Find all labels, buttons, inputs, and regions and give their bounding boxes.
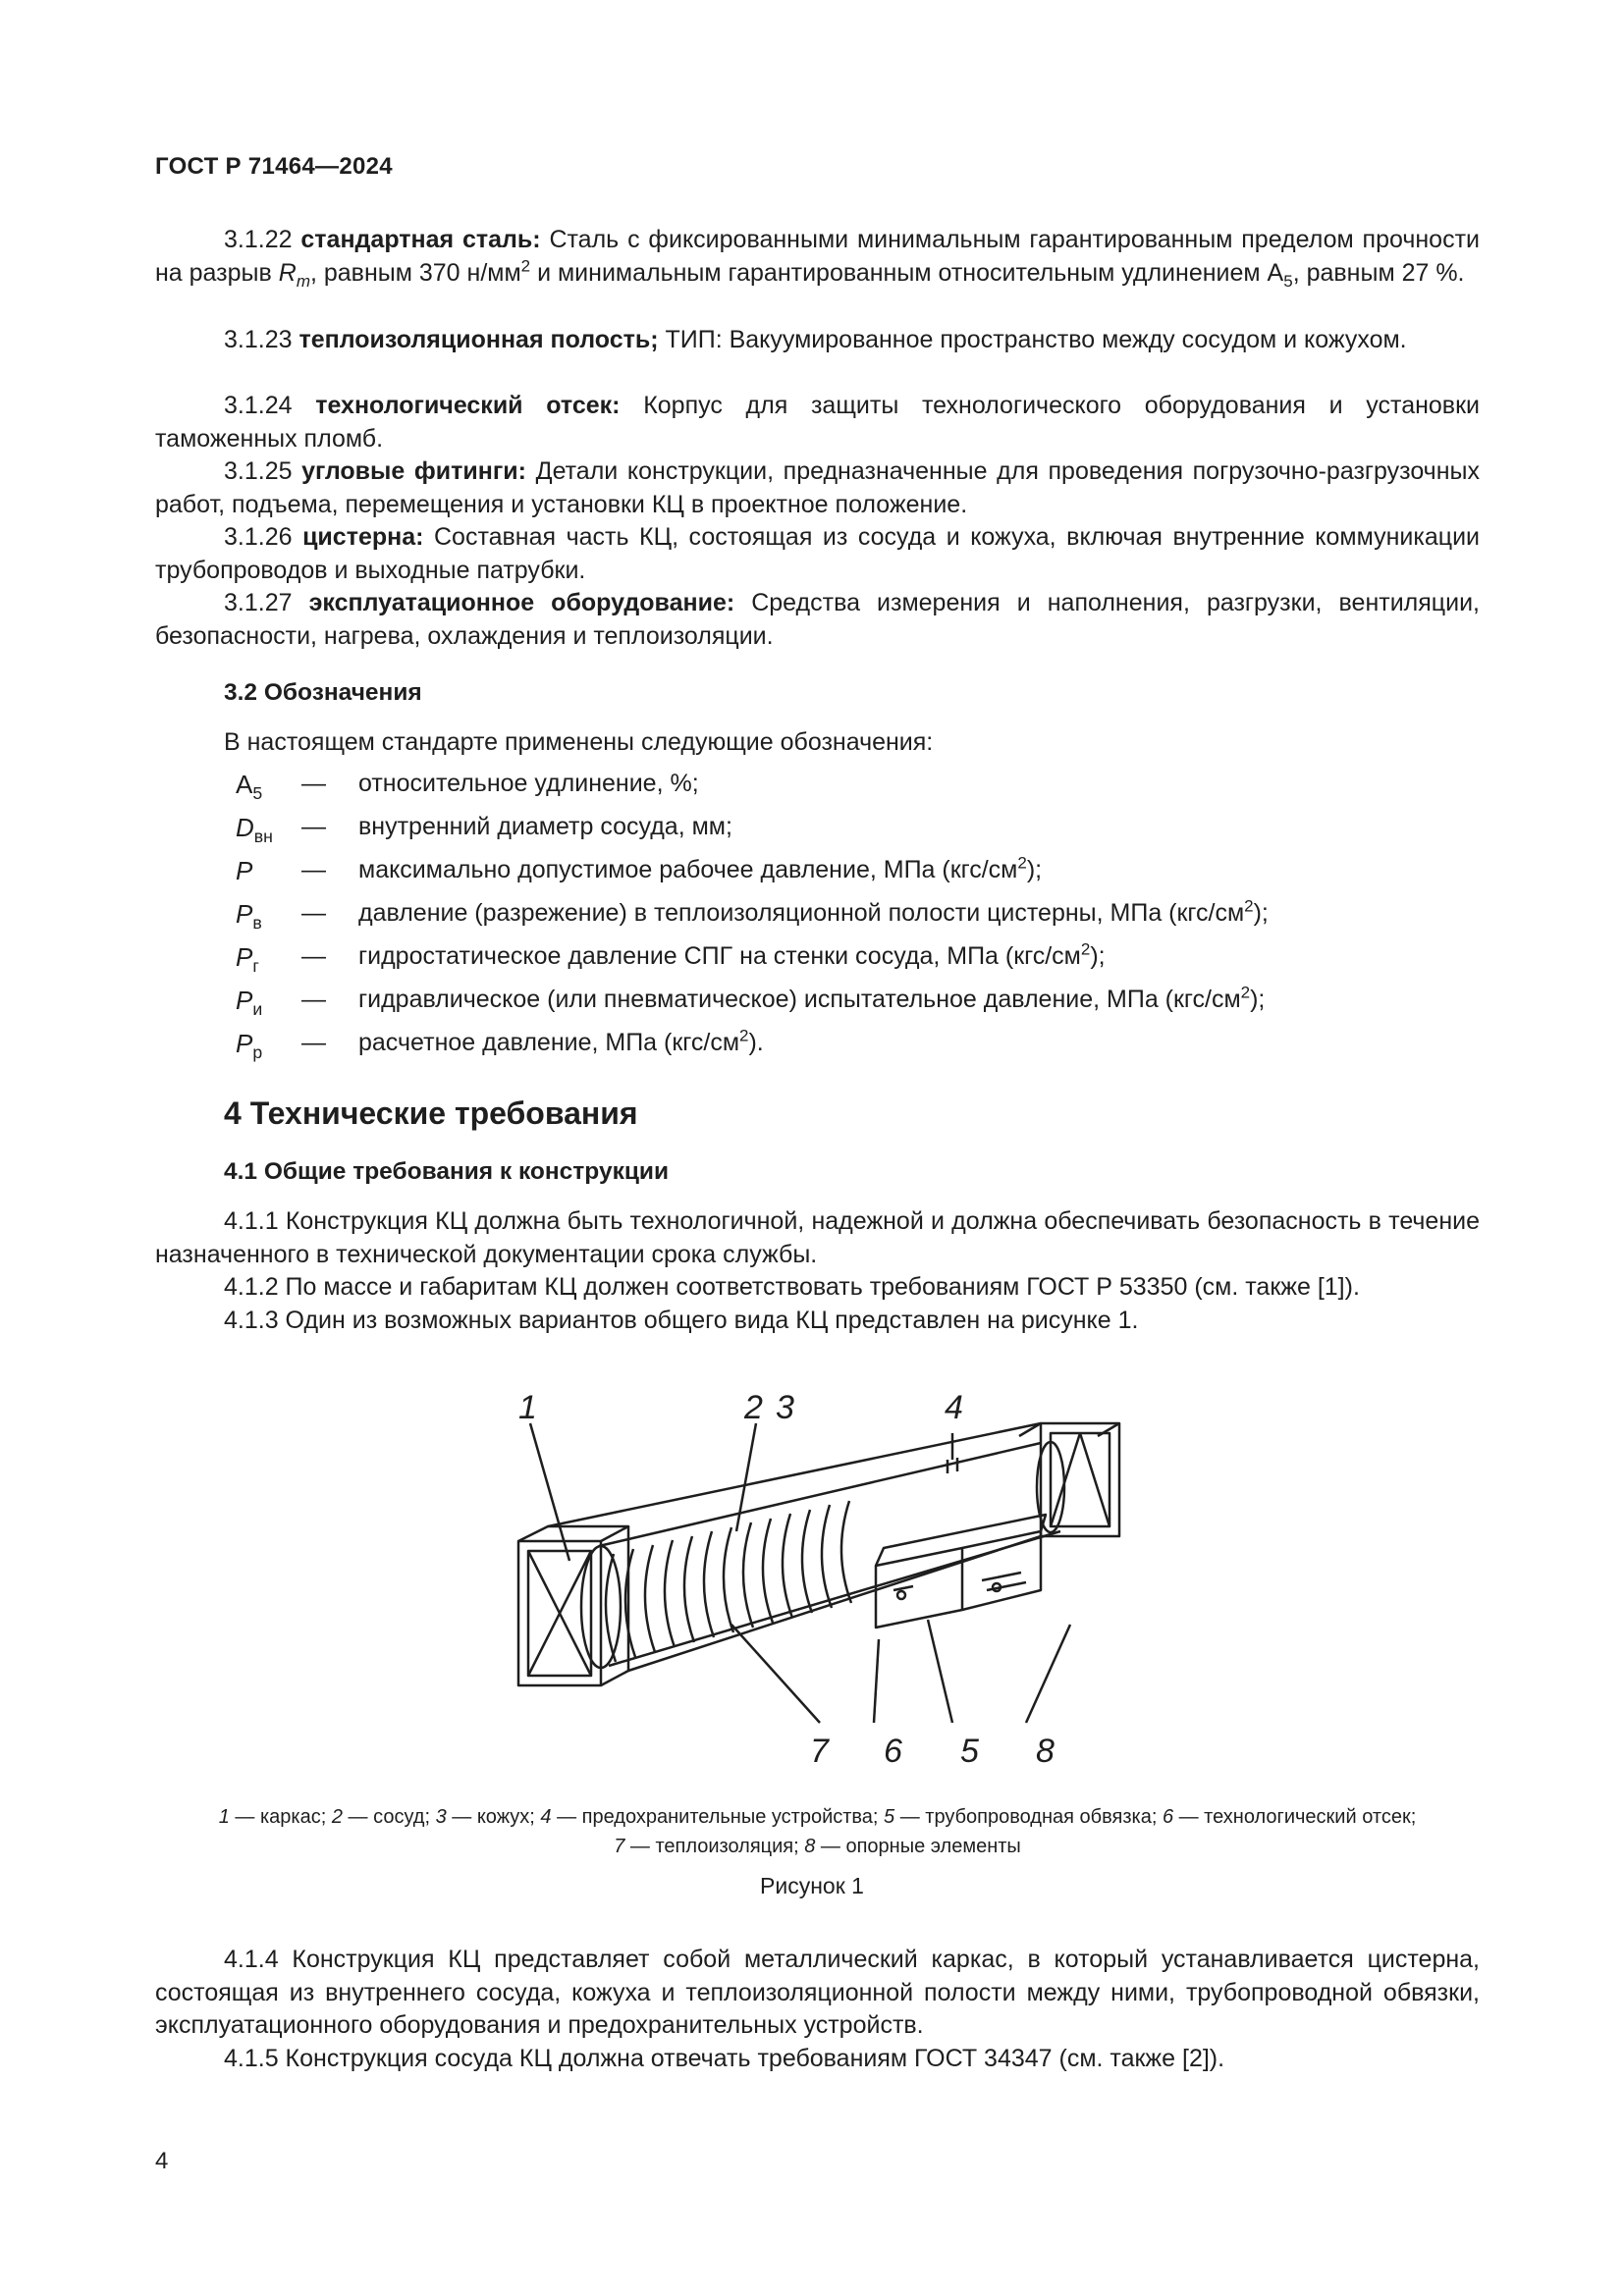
document-page: ГОСТ Р 71464—2024 3.1.22 стандартная сталь: Сталь с фиксированными минимальным гарантированным пределом прочности на разрыв $R_m$, равным 370 $н/мм^2$ и минимальным гарантированным относительным удлинением $А_5$, равным 27 %. 3.1.23 теплоизоляционная полость; ТИП: Вакуумированное пространство между сосудом и кожухом. 3.1.24 технологический отсек: Корпус для защиты технологического оборудования и установки таможенных пломб. 3.1.25 угловые фитинги: Детали конструкции, предназначенные для проведения погрузочно-разгрузочных работ, подъема, перемещения и установки КЦ в проектное положение. 3.1.26 цистерна: Составная часть КЦ, состоящая из сосуда и кожуха, включая внутренние коммуникации трубопроводов и выходные патрубки. 3.1.27 эксплуатационное оборудование: Средства измерения и наполнения, разгрузки, вентиляции, безопасности, нагрева, охлаждения и теплоизоляции. 3.2 Обозначения В настоящем стандарте применены следующие обозначения: $А_5$ — относительное удлинение, %; $D_{вн}$ — внутренний диаметр сосуда, мм; P — максимально допустимое рабочее давление, МПа $(кгс/см^2)$; $P_в$ — давление (разрежение) в теплоизоляционной полости цистерны, МПа $(кгс/см^2)$; $P_г$ — гидростатическое давление СПГ на стенки сосуда, МПа $(кгс/см^2)$; $P_и$ — гидравлическое (или пневматическое) испытательное давление, МПа $(кгс/см^2)$; $P_р$ — расчетное давление, МПа $(кгс/см^2)$. 4 Технические требования 4.1 Общие требования к конструкции 4.1.1 Конструкция КЦ должна быть технологичной, надежной и должна обеспечивать безопасность в течение назначенного в технической документации срока службы. 4.1.2 По массе и габаритам КЦ должен соответствовать требованиям ГОСТ Р 53350 (см. также [1]). 4.1.3 Один из возможных вариантов общего вида КЦ представлен на рисунке 1. 1 2 3 4 7 6 5 8 1 — каркас; 2 — сосуд; 3 — кожух; 4 — предохранительные устройства; 5 — трубопроводная обвязка; 6 — технологический отсек; 7 — теплоизоляция; 8 — опорные элементы Рисунок 1 4.1.4 Конструкция КЦ представляет собой металлический каркас, в который устанавливается цистерна, состоящая из внутреннего сосуда, кожуха и теплоизоляционной полости между ними, трубопроводной обвязки, эксплуатационного оборудования и предохранительных устройств. 4.1.5 Конструкция сосуда КЦ должна отвечать требованиям ГОСТ 34347 (см. также [2]). 4 <box>0 0 1624 2296</box>
figure-label: 1 <box>518 1389 537 1426</box>
term-3-1-26: 3.1.26 цистерна: Составная часть КЦ, состоящая из сосуда и кожуха, включая внутренние коммуникации трубопроводов и выходные патрубки. <box>155 523 1480 584</box>
para-4-1-5: 4.1.5 Конструкция сосуда КЦ должна отвечать требованиям ГОСТ 34347 (см. также [2]). <box>224 2045 1225 2072</box>
para-4-1-1: 4.1.1 Конструкция КЦ должна быть технологичной, надежной и должна обеспечивать безопасность в течение назначенного в технической документации срока службы. <box>155 1207 1480 1268</box>
section-4-title: 4 Технические требования <box>224 1095 638 1131</box>
term-3-1-24: 3.1.24 технологический отсек: Корпус для защиты технологического оборудования и установки таможенных пломб. <box>155 392 1480 453</box>
page-number: 4 <box>155 2148 169 2174</box>
para-4-1-3: 4.1.3 Один из возможных вариантов общего вида КЦ представлен на рисунке 1. <box>224 1307 1139 1334</box>
figure-label: 5 <box>960 1733 979 1770</box>
term-3-1-22: 3.1.22 стандартная сталь: Сталь с фиксированными минимальным гарантированным пределом прочности на разрыв $R_m$, равным 370 $н/мм^2$ и минимальным гарантированным относительным удлинением $А_5$, равным 27 %. <box>155 226 1480 291</box>
figure-label: 2 <box>744 1389 763 1426</box>
section-3-2-title: 3.2 Обозначения <box>224 679 422 706</box>
para-4-1-2: 4.1.2 По массе и габаритам КЦ должен соответствовать требованиям ГОСТ Р 53350 (см. также [1]). <box>224 1273 1360 1301</box>
term-3-1-23: 3.1.23 теплоизоляционная полость; ТИП: Вакуумированное пространство между сосудом и кожухом. <box>224 326 1407 353</box>
figure-legend: 1 — каркас; 2 — сосуд; 3 — кожух; 4 — предохранительные устройства; 5 — трубопроводная обвязка; 6 — технологический отсек; 7 — теплоизоляция; 8 — опорные элементы <box>218 1806 1417 1857</box>
term-3-1-27: 3.1.27 эксплуатационное оборудование: Средства измерения и наполнения, разгрузки, вентиляции, безопасности, нагрева, охлаждения и теплоизоляции. <box>155 589 1480 650</box>
para-4-1-4: 4.1.4 Конструкция КЦ представляет собой металлический каркас, в который устанавливается цистерна, состоящая из внутреннего сосуда, кожуха и теплоизоляционной полости между ними, трубопроводной обвязки, эксплуатационного оборудования и предохранительных устройств. <box>155 1946 1480 2039</box>
figure-label: 8 <box>1036 1733 1055 1770</box>
figure-title: Рисунок 1 <box>760 1873 864 1898</box>
figure-label: 4 <box>945 1389 963 1426</box>
term-3-1-25: 3.1.25 угловые фитинги: Детали конструкции, предназначенные для проведения погрузочно-разгрузочных работ, подъема, перемещения и установки КЦ в проектное положение. <box>155 457 1480 518</box>
figure-1-container-tank <box>491 1379 1159 1791</box>
figure-label: 6 <box>884 1733 902 1770</box>
figure-label: 7 <box>810 1733 829 1770</box>
figure-label: 3 <box>776 1389 794 1426</box>
section-4-1-title: 4.1 Общие требования к конструкции <box>224 1158 670 1185</box>
standard-header: ГОСТ Р 71464—2024 <box>155 153 393 180</box>
symbols-intro: В настоящем стандарте применены следующие обозначения: <box>224 728 934 756</box>
